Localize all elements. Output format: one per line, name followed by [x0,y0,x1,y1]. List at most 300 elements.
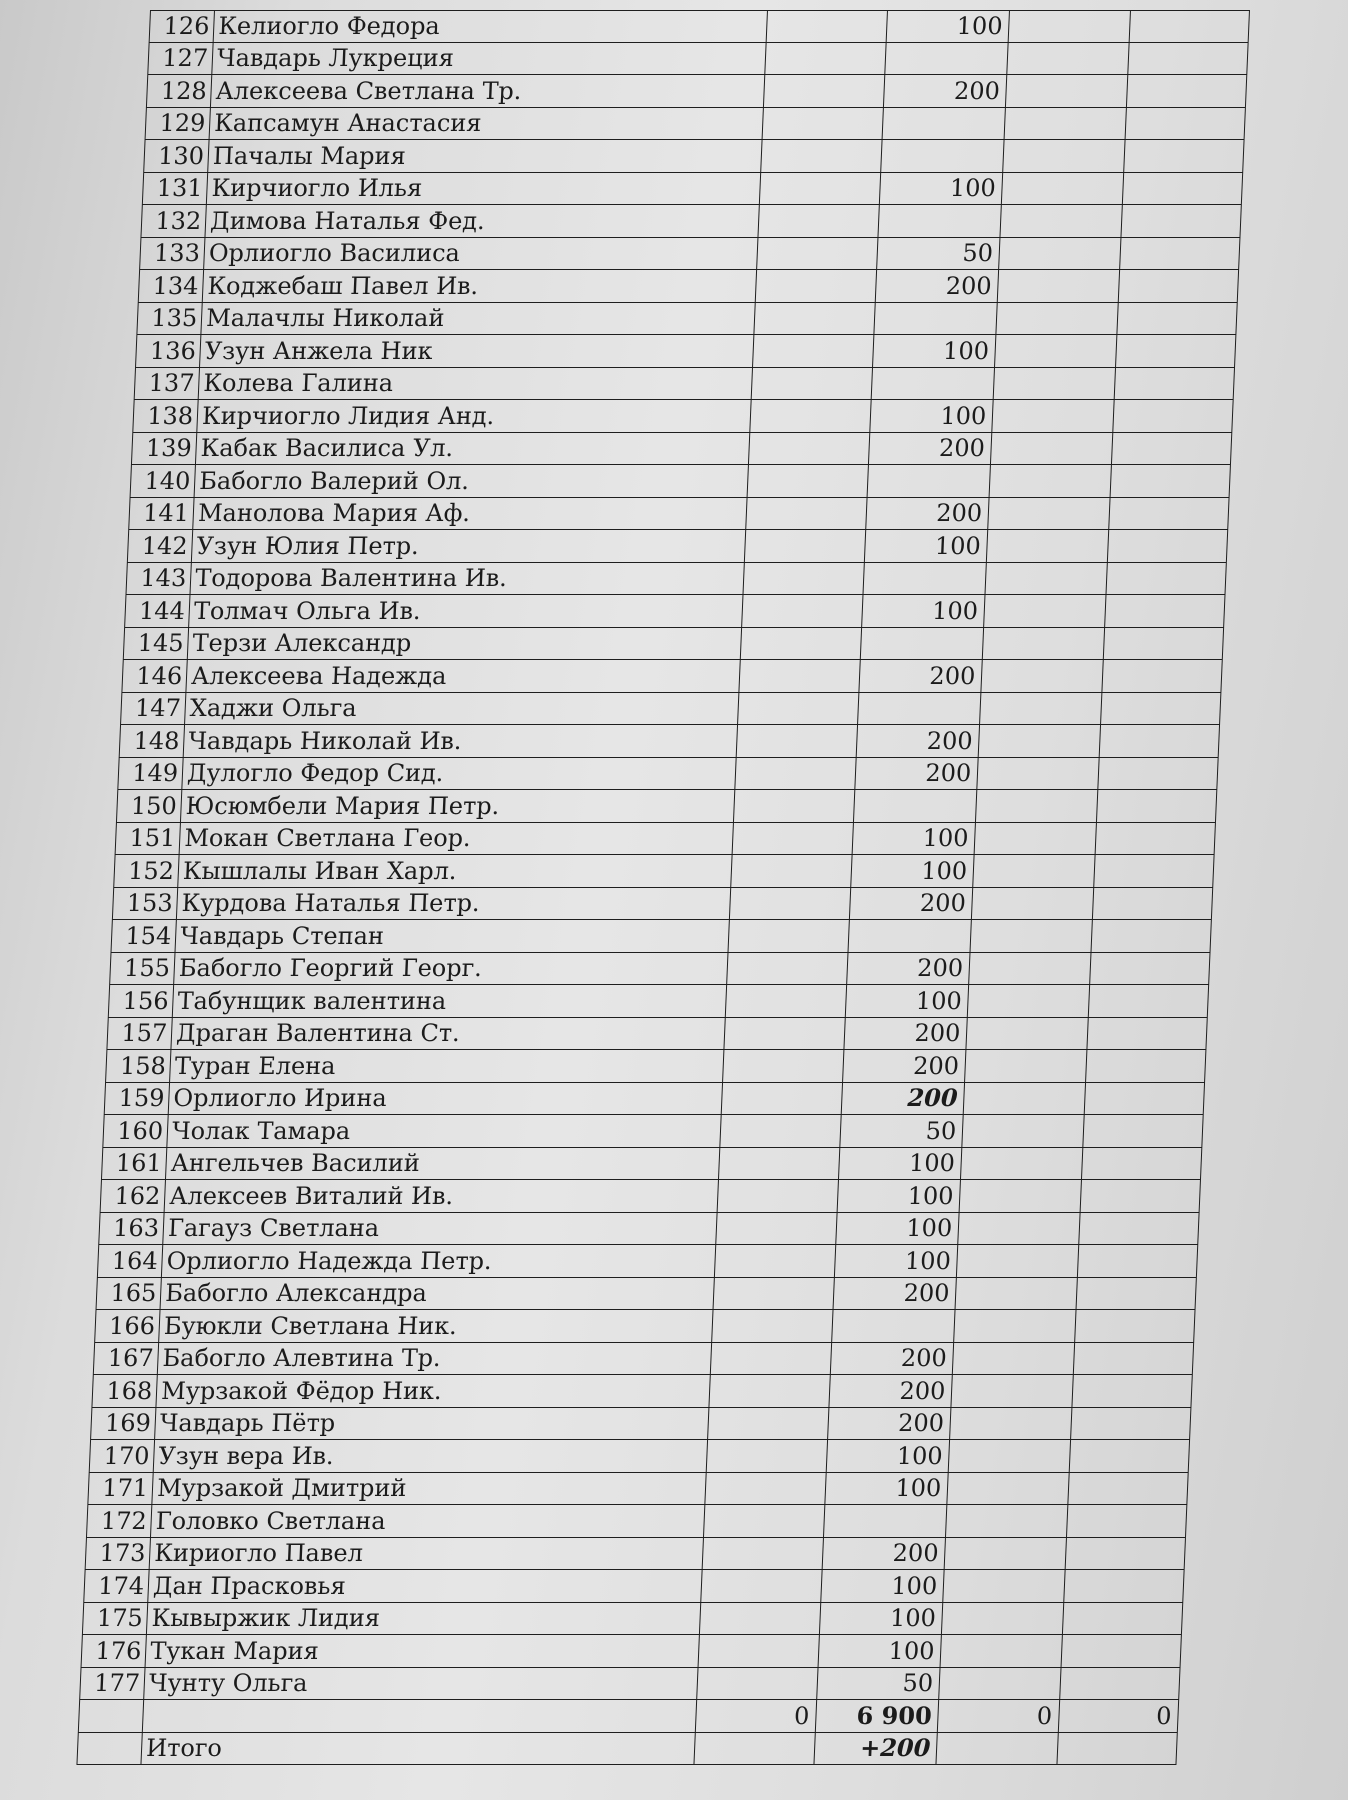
row-col-c [956,1245,1078,1277]
row-col-d [1104,595,1226,627]
table-row [143,140,1244,173]
row-col-a [711,1310,833,1342]
row-number: 137 [134,368,199,400]
row-number: 166 [94,1310,159,1342]
row-number: 157 [106,1018,171,1050]
row-amount [823,1505,947,1537]
row-col-c [962,1115,1084,1147]
row-name: Буюкли Светлана Ник. [158,1310,712,1342]
row-amount: 100 [838,1148,962,1180]
row-col-a [737,693,859,725]
row-col-d [1111,433,1233,465]
row-amount: 200 [875,270,999,302]
row-col-a [748,433,870,465]
row-col-a [745,498,867,530]
row-col-d [1077,1245,1199,1277]
totals-number [78,1700,143,1732]
row-name: Алексеева Надежда [186,660,740,692]
row-col-d [1123,140,1245,172]
row-amount: 100 [872,335,996,367]
row-col-d [1087,985,1209,1017]
row-col-a [715,1213,837,1245]
row-number: 156 [108,985,173,1017]
row-name: Димова Наталья Фед. [205,205,759,237]
row-col-a [700,1570,822,1602]
itogo-col-a [693,1733,815,1765]
row-col-a [696,1668,818,1700]
row-col-c [940,1635,1062,1667]
row-number: 175 [82,1603,147,1635]
row-col-a [738,660,860,692]
row-name: Кирчиогло Лидия Анд. [196,400,750,432]
row-col-c [1000,205,1122,237]
row-col-a [749,400,871,432]
table-row [119,725,1220,758]
row-amount [862,563,986,595]
row-col-c [967,985,1089,1017]
row-col-c [960,1148,1082,1180]
row-name: Алексеева Светлана Тр. [210,75,764,107]
row-col-c [944,1538,1066,1570]
row-number: 147 [120,693,185,725]
row-col-a [750,368,872,400]
row-col-a [754,270,876,302]
table-row [97,1245,1198,1278]
row-name: Драган Валентина Ст. [171,1018,725,1050]
row-col-a [764,43,886,75]
row-col-a [705,1440,827,1472]
row-amount: 100 [852,823,976,855]
row-name: Бабогло Валерий Ол. [194,465,748,497]
row-col-a [730,855,852,887]
row-name: Орлиогло Василиса [203,238,757,270]
row-col-a [734,758,856,790]
row-col-d [1086,1018,1208,1050]
row-number: 142 [127,530,192,562]
row-name: Табунщик валентина [172,985,726,1017]
row-number: 168 [91,1375,156,1407]
table-row [117,758,1218,791]
row-name: Дулогло Федор Сид. [181,758,735,790]
row-col-a [713,1245,835,1277]
row-col-c [971,888,1093,920]
row-amount: 100 [835,1213,959,1245]
row-amount: 200 [868,433,992,465]
row-name: Узун вера Ив. [153,1440,707,1472]
row-col-c [992,400,1114,432]
row-col-d [1101,660,1223,692]
table-row [147,43,1248,76]
row-name: Кириогло Павел [149,1538,703,1570]
row-amount: 200 [843,1018,967,1050]
row-name: Кирчиогло Илья [206,173,760,205]
row-amount: 200 [832,1278,956,1310]
row-amount [853,790,977,822]
row-col-d [1070,1408,1192,1440]
row-amount: 100 [850,855,974,887]
row-col-a [757,205,879,237]
table-row [89,1440,1190,1473]
row-number: 130 [143,140,208,172]
itogo-col-c [936,1733,1058,1765]
table-row [104,1083,1205,1116]
itogo-col-d [1056,1733,1178,1765]
row-number: 159 [104,1083,169,1115]
row-col-c [968,953,1090,985]
row-col-c [964,1050,1086,1082]
total-amount: 6 900 [815,1700,939,1732]
row-col-d [1078,1213,1200,1245]
row-number: 127 [147,43,212,75]
table-row [149,10,1250,43]
table-row [135,335,1236,368]
row-name: Чавдарь Николай Ив. [183,725,737,757]
table-row [139,238,1240,271]
row-name: Узун Юлия Петр. [191,530,745,562]
table-row [101,1148,1202,1181]
table-row [91,1375,1192,1408]
row-number: 155 [109,953,174,985]
row-number: 149 [117,758,182,790]
row-col-c [1001,173,1123,205]
row-name: Бабогло Алевтина Тр. [157,1343,711,1375]
row-name: Коджебаш Павел Ив. [202,270,756,302]
row-col-d [1126,75,1248,107]
row-name: Орлиогло Надежда Петр. [161,1245,715,1277]
row-col-c [979,693,1101,725]
row-col-c [970,920,1092,952]
row-col-a [733,790,855,822]
row-col-a [720,1083,842,1115]
row-number: 136 [135,335,200,367]
row-col-c [986,530,1108,562]
row-col-d [1119,238,1241,270]
row-name: Чолак Тамара [166,1115,720,1147]
row-col-a [724,985,846,1017]
row-col-a [708,1375,830,1407]
row-number: 133 [139,238,204,270]
table-row [140,205,1241,238]
row-col-c [997,270,1119,302]
row-col-a [731,823,853,855]
row-name: Головко Светлана [150,1505,704,1537]
row-amount: 100 [834,1245,958,1277]
row-col-a [753,303,875,335]
row-col-d [1093,855,1215,887]
row-col-d [1066,1505,1188,1537]
row-amount [877,205,1001,237]
table-row [108,985,1209,1018]
row-amount: 50 [839,1115,963,1147]
row-number: 129 [145,108,210,140]
row-col-d [1116,303,1238,335]
table-row [142,173,1243,206]
row-amount: 200 [854,758,978,790]
row-col-c [1007,43,1129,75]
row-name: Ангельчев Василий [165,1148,719,1180]
row-name: Туран Елена [169,1050,723,1082]
row-col-d [1089,953,1211,985]
row-amount [873,303,997,335]
row-amount [847,920,971,952]
row-name: Кывыржик Лидия [146,1603,700,1635]
row-col-d [1128,11,1250,42]
row-col-a [712,1278,834,1310]
row-amount [867,465,991,497]
total-col-d: 0 [1057,1700,1179,1732]
row-col-d [1098,725,1220,757]
row-col-a [722,1050,844,1082]
row-col-a [760,140,882,172]
row-amount [884,43,1008,75]
row-col-d [1063,1570,1185,1602]
row-col-d [1115,335,1237,367]
row-col-d [1071,1375,1193,1407]
row-col-a [716,1180,838,1212]
row-col-c [985,563,1107,595]
row-amount [871,368,995,400]
row-name: Кабак Василиса Ул. [195,433,749,465]
row-col-a [704,1473,826,1505]
row-amount: 200 [846,953,970,985]
row-col-c [959,1180,1081,1212]
row-col-a [727,920,849,952]
row-amount: 100 [879,173,1003,205]
row-col-a [752,335,874,367]
row-col-a [707,1408,829,1440]
row-col-a [728,888,850,920]
row-col-d [1081,1148,1203,1180]
table-row [121,660,1222,693]
table-row [123,628,1224,661]
row-col-c [953,1310,1075,1342]
row-col-c [966,1018,1088,1050]
row-col-c [948,1440,1070,1472]
row-name: Бабогло Александра [160,1278,714,1310]
row-amount: 100 [826,1440,950,1472]
row-col-a [758,173,880,205]
itogo-label: Итого [141,1733,695,1765]
row-number: 148 [119,725,184,757]
row-number: 153 [112,888,177,920]
row-col-d [1120,205,1242,237]
row-name: Колева Галина [198,368,752,400]
itogo-note: +200 [813,1733,937,1765]
row-number: 152 [113,855,178,887]
row-name: Манолова Мария Аф. [192,498,746,530]
row-col-c [987,498,1109,530]
row-amount: 50 [816,1668,940,1700]
row-col-c [945,1505,1067,1537]
row-col-a [746,465,868,497]
row-number: 172 [86,1505,151,1537]
table-row [128,498,1229,531]
row-col-c [994,335,1116,367]
row-number: 167 [93,1343,158,1375]
row-number: 177 [79,1668,144,1700]
row-col-d [1096,790,1218,822]
row-col-d [1060,1635,1182,1667]
row-name: Чавдарь Степан [175,920,729,952]
row-col-a [703,1505,825,1537]
table-row [87,1473,1188,1506]
row-col-c [1002,140,1124,172]
row-col-d [1091,888,1213,920]
row-col-a [709,1343,831,1375]
row-col-d [1127,43,1249,75]
row-name: Чавдарь Пётр [154,1408,708,1440]
totals-row [78,1700,1179,1733]
row-number: 162 [100,1180,165,1212]
row-col-c [972,855,1094,887]
table-row [98,1213,1199,1246]
row-name: Мурзакой Дмитрий [151,1473,705,1505]
row-number: 150 [116,790,181,822]
table-row [132,400,1233,433]
row-col-d [1068,1440,1190,1472]
table-row [125,563,1226,596]
row-col-a [765,11,887,42]
row-name: Терзи Александр [187,628,741,660]
row-col-c [989,465,1111,497]
row-col-c [996,303,1118,335]
row-amount: 100 [837,1180,961,1212]
row-col-d [1079,1180,1201,1212]
row-col-d [1083,1083,1205,1115]
table-row [79,1668,1180,1701]
row-name: Курдова Наталья Петр. [176,888,730,920]
row-col-a [741,595,863,627]
row-number: 176 [81,1635,146,1667]
row-amount [857,693,981,725]
row-name: Гагауз Светлана [162,1213,716,1245]
row-name: Капсамун Анастасия [209,108,763,140]
row-col-d [1108,498,1230,530]
row-col-d [1090,920,1212,952]
row-col-c [952,1343,1074,1375]
row-col-d [1106,530,1228,562]
row-col-a [756,238,878,270]
row-col-d [1059,1668,1181,1700]
table-row [116,790,1217,823]
row-number: 140 [130,465,195,497]
row-amount: 100 [820,1570,944,1602]
row-col-d [1072,1343,1194,1375]
row-col-c [1005,75,1127,107]
row-col-c [982,628,1104,660]
total-col-c: 0 [937,1700,1059,1732]
table-row [120,693,1221,726]
row-col-d [1102,628,1224,660]
table-row [83,1570,1184,1603]
row-amount: 100 [845,985,969,1017]
row-amount: 200 [841,1083,965,1115]
row-col-c [955,1278,1077,1310]
table-row [100,1180,1201,1213]
row-col-c [975,790,1097,822]
table-row [86,1505,1187,1538]
row-name: Алексеев Виталий Ив. [164,1180,718,1212]
row-col-c [993,368,1115,400]
row-number: 174 [83,1570,148,1602]
row-amount [882,108,1006,140]
row-col-d [1109,465,1231,497]
table-row [146,75,1247,108]
row-col-c [981,660,1103,692]
row-number: 126 [149,11,214,42]
row-number: 131 [142,173,207,205]
row-number: 146 [121,660,186,692]
row-col-d [1113,368,1235,400]
table-row [127,530,1228,563]
row-number: 128 [146,75,211,107]
row-number: 173 [85,1538,150,1570]
itogo-number [76,1733,141,1765]
row-amount: 100 [869,400,993,432]
row-col-c [949,1408,1071,1440]
table-row [138,270,1239,303]
itogo-row [76,1733,1177,1766]
table-row [112,888,1213,921]
row-number: 154 [111,920,176,952]
row-amount: 50 [876,238,1000,270]
row-col-c [938,1668,1060,1700]
row-col-a [718,1148,840,1180]
table-row [93,1343,1194,1376]
row-amount: 200 [822,1538,946,1570]
row-name: Келиогло Федора [213,11,767,42]
row-number: 138 [132,400,197,432]
row-amount: 200 [830,1343,954,1375]
row-amount: 100 [817,1635,941,1667]
row-col-c [983,595,1105,627]
row-name: Дан Прасковья [147,1570,701,1602]
row-col-a [726,953,848,985]
table-row [136,303,1237,336]
row-amount: 100 [819,1603,943,1635]
row-amount: 200 [828,1375,952,1407]
row-amount: 100 [886,11,1010,42]
row-amount: 200 [827,1408,951,1440]
row-number: 135 [136,303,201,335]
row-col-c [977,758,1099,790]
row-amount: 200 [842,1050,966,1082]
row-amount [831,1310,955,1342]
row-col-d [1074,1310,1196,1342]
row-amount: 200 [883,75,1007,107]
row-col-a [763,75,885,107]
row-col-c [998,238,1120,270]
ledger-table [76,10,1250,1765]
row-number: 161 [101,1148,166,1180]
row-col-a [739,628,861,660]
table-row [145,108,1246,141]
row-col-d [1100,693,1222,725]
row-number: 160 [102,1115,167,1147]
table-row [134,368,1235,401]
row-amount [880,140,1004,172]
table-row [113,855,1214,888]
row-col-c [1008,11,1130,42]
row-number: 145 [123,628,188,660]
row-number: 163 [98,1213,163,1245]
table-row [109,953,1210,986]
row-name: Узун Анжела Ник [199,335,753,367]
row-number: 164 [97,1245,162,1277]
row-col-c [1004,108,1126,140]
table-row [102,1115,1203,1148]
row-col-a [701,1538,823,1570]
